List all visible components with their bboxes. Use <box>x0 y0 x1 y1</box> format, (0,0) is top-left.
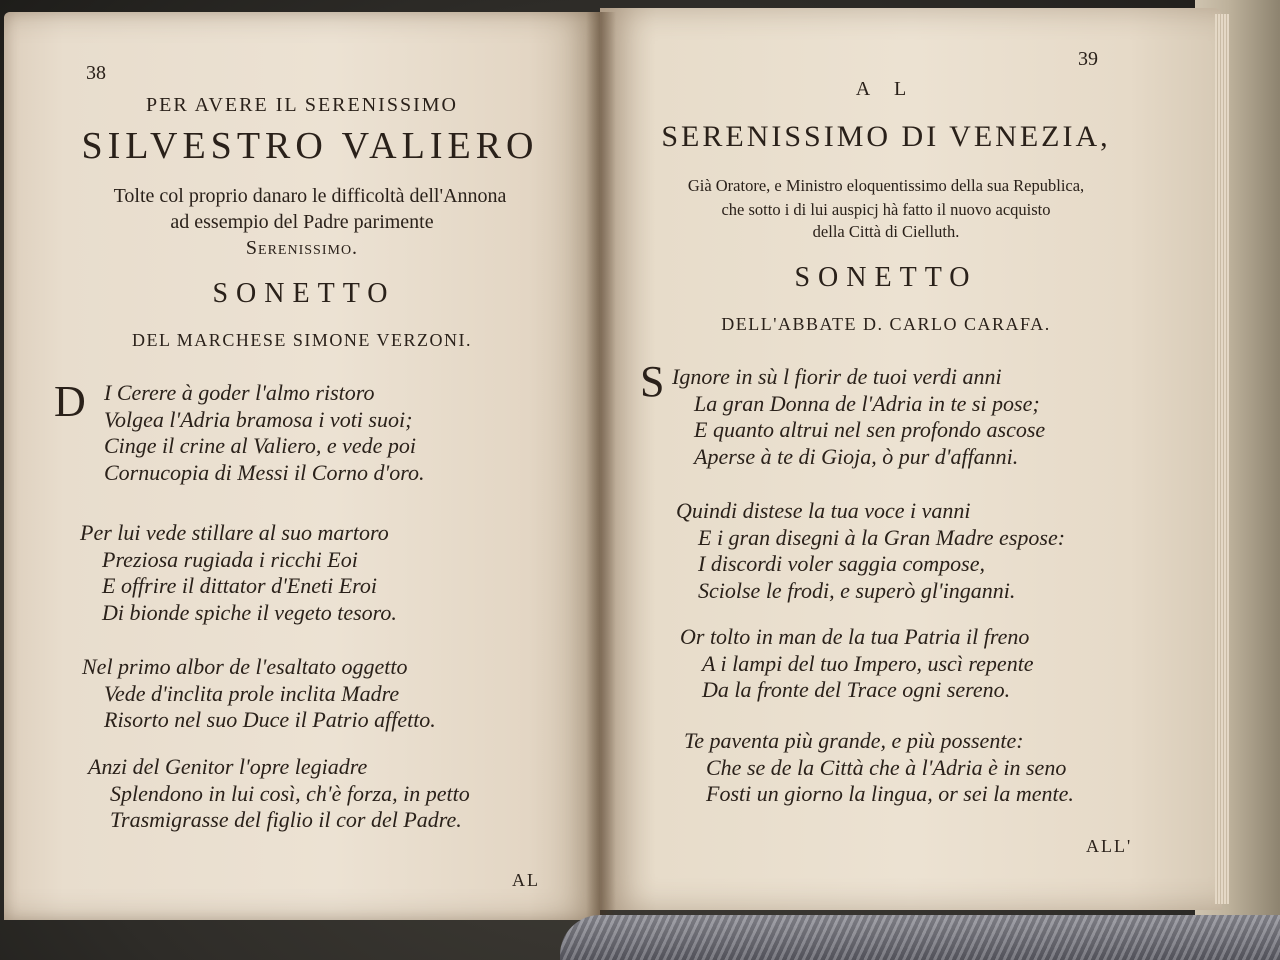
verse-line: Da la fronte del Trace ogni sereno. <box>702 677 1011 702</box>
page-fore-edge <box>1215 14 1229 904</box>
heading-line-5: della Città di Cielluth. <box>812 222 960 241</box>
page-number: 38 <box>86 62 106 84</box>
verse-line: I discordi voler saggia compose, <box>698 551 985 576</box>
verse-line: I Cerere à goder l'almo ristoro <box>104 380 375 405</box>
stanza-1 <box>104 380 424 486</box>
sonetto-title: SONETTO <box>212 278 396 309</box>
author-line: DEL MARCHESE SIMONE VERZONI. <box>131 330 472 350</box>
book-gutter <box>586 12 616 922</box>
heading-line-4: ad essempio del Padre parimente <box>170 211 434 233</box>
stanza-2 <box>676 498 1065 604</box>
verse-line: Preziosa rugiada i ricchi Eoi <box>102 546 358 572</box>
verse-line: La gran Donna de l'Adria in te si pose; <box>694 390 1040 416</box>
page-number: 39 <box>1078 48 1098 70</box>
verse-line: Vede d'inclita prole inclita Madre <box>104 680 400 706</box>
verse-line: Risorto nel suo Duce il Patrio affetto. <box>104 707 436 732</box>
verse-line: Fosti un giorno la lingua, or sei la mente. <box>706 781 1074 806</box>
sonetto-title: SONETTO <box>794 262 978 293</box>
heading-line-5: Serenissimo. <box>245 237 359 259</box>
verse-line: Ignore in sù l fiorir de tuoi verdi anni <box>672 364 1002 389</box>
heading-line-4: che sotto i di lui auspicj hà fatto il nuovo acquisto <box>721 200 1051 219</box>
verse-line: E quanto altrui nel sen profondo ascose <box>694 417 1046 442</box>
left-page <box>4 12 600 920</box>
verse-line: Sciolse le frodi, e superò gl'inganni. <box>698 577 1016 603</box>
catchword: ALL' <box>1086 836 1133 856</box>
verse-line: Che se de la Città che à l'Adria è in seno <box>706 754 1067 780</box>
stanza-4 <box>684 728 1074 808</box>
heading-line-2: SERENISSIMO DI VENEZIA, <box>661 120 1111 153</box>
stanza-4 <box>88 754 470 834</box>
heading-line-1: PER AVERE IL SERENISSIMO <box>146 94 458 116</box>
stanza-3 <box>82 654 436 734</box>
heading-line-1: A L <box>855 78 917 100</box>
cloth-fabric <box>560 915 1280 960</box>
verse-line: Splendono in lui così, ch'è forza, in petto <box>110 780 470 806</box>
verse-line: Aperse à te di Gioja, ò pur d'affanni. <box>694 443 1019 469</box>
drop-cap: D <box>54 377 86 426</box>
stanza-3 <box>680 624 1034 704</box>
author-line: DELL'ABBATE D. CARLO CARAFA. <box>721 314 1051 334</box>
heading-name: SILVESTRO VALIERO <box>81 125 539 167</box>
verse-line: Di bionde spiche il vegeto tesoro. <box>102 599 397 625</box>
stanza-1 <box>672 364 1045 470</box>
catchword: AL <box>512 870 540 890</box>
verse-line: Volgea l'Adria bramosa i voti suoi; <box>104 406 413 432</box>
stanza-2 <box>80 520 397 626</box>
verse-line: Or tolto in man de la tua Patria il freno <box>680 624 1030 649</box>
verse-line: Quindi distese la tua voce i vanni <box>676 498 971 523</box>
drop-cap: S <box>640 357 665 406</box>
verse-line: E offrire il dittator d'Eneti Eroi <box>102 573 378 598</box>
heading-line-3: Tolte col proprio danaro le difficoltà dell'Annona <box>113 185 507 207</box>
verse-line: Anzi del Genitor l'opre legiadre <box>88 754 368 779</box>
verse-line: E i gran disegni à la Gran Madre espose: <box>698 524 1066 550</box>
verse-line: Te paventa più grande, e più possente: <box>684 728 1024 753</box>
verse-line: Cinge il crine al Valiero, e vede poi <box>104 433 416 458</box>
verse-line: Nel primo albor de l'esaltato oggetto <box>82 654 408 679</box>
verse-line: Cornucopia di Messi il Corno d'oro. <box>104 459 425 485</box>
verse-line: Per lui vede stillare al suo martoro <box>80 520 389 545</box>
verse-line: Trasmigrasse del figlio il cor del Padre. <box>110 807 462 832</box>
heading-line-3: Già Oratore, e Ministro eloquentissimo della sua Republica, <box>687 176 1085 195</box>
verse-line: A i lampi del tuo Impero, uscì repente <box>702 650 1034 676</box>
right-page <box>600 8 1222 910</box>
